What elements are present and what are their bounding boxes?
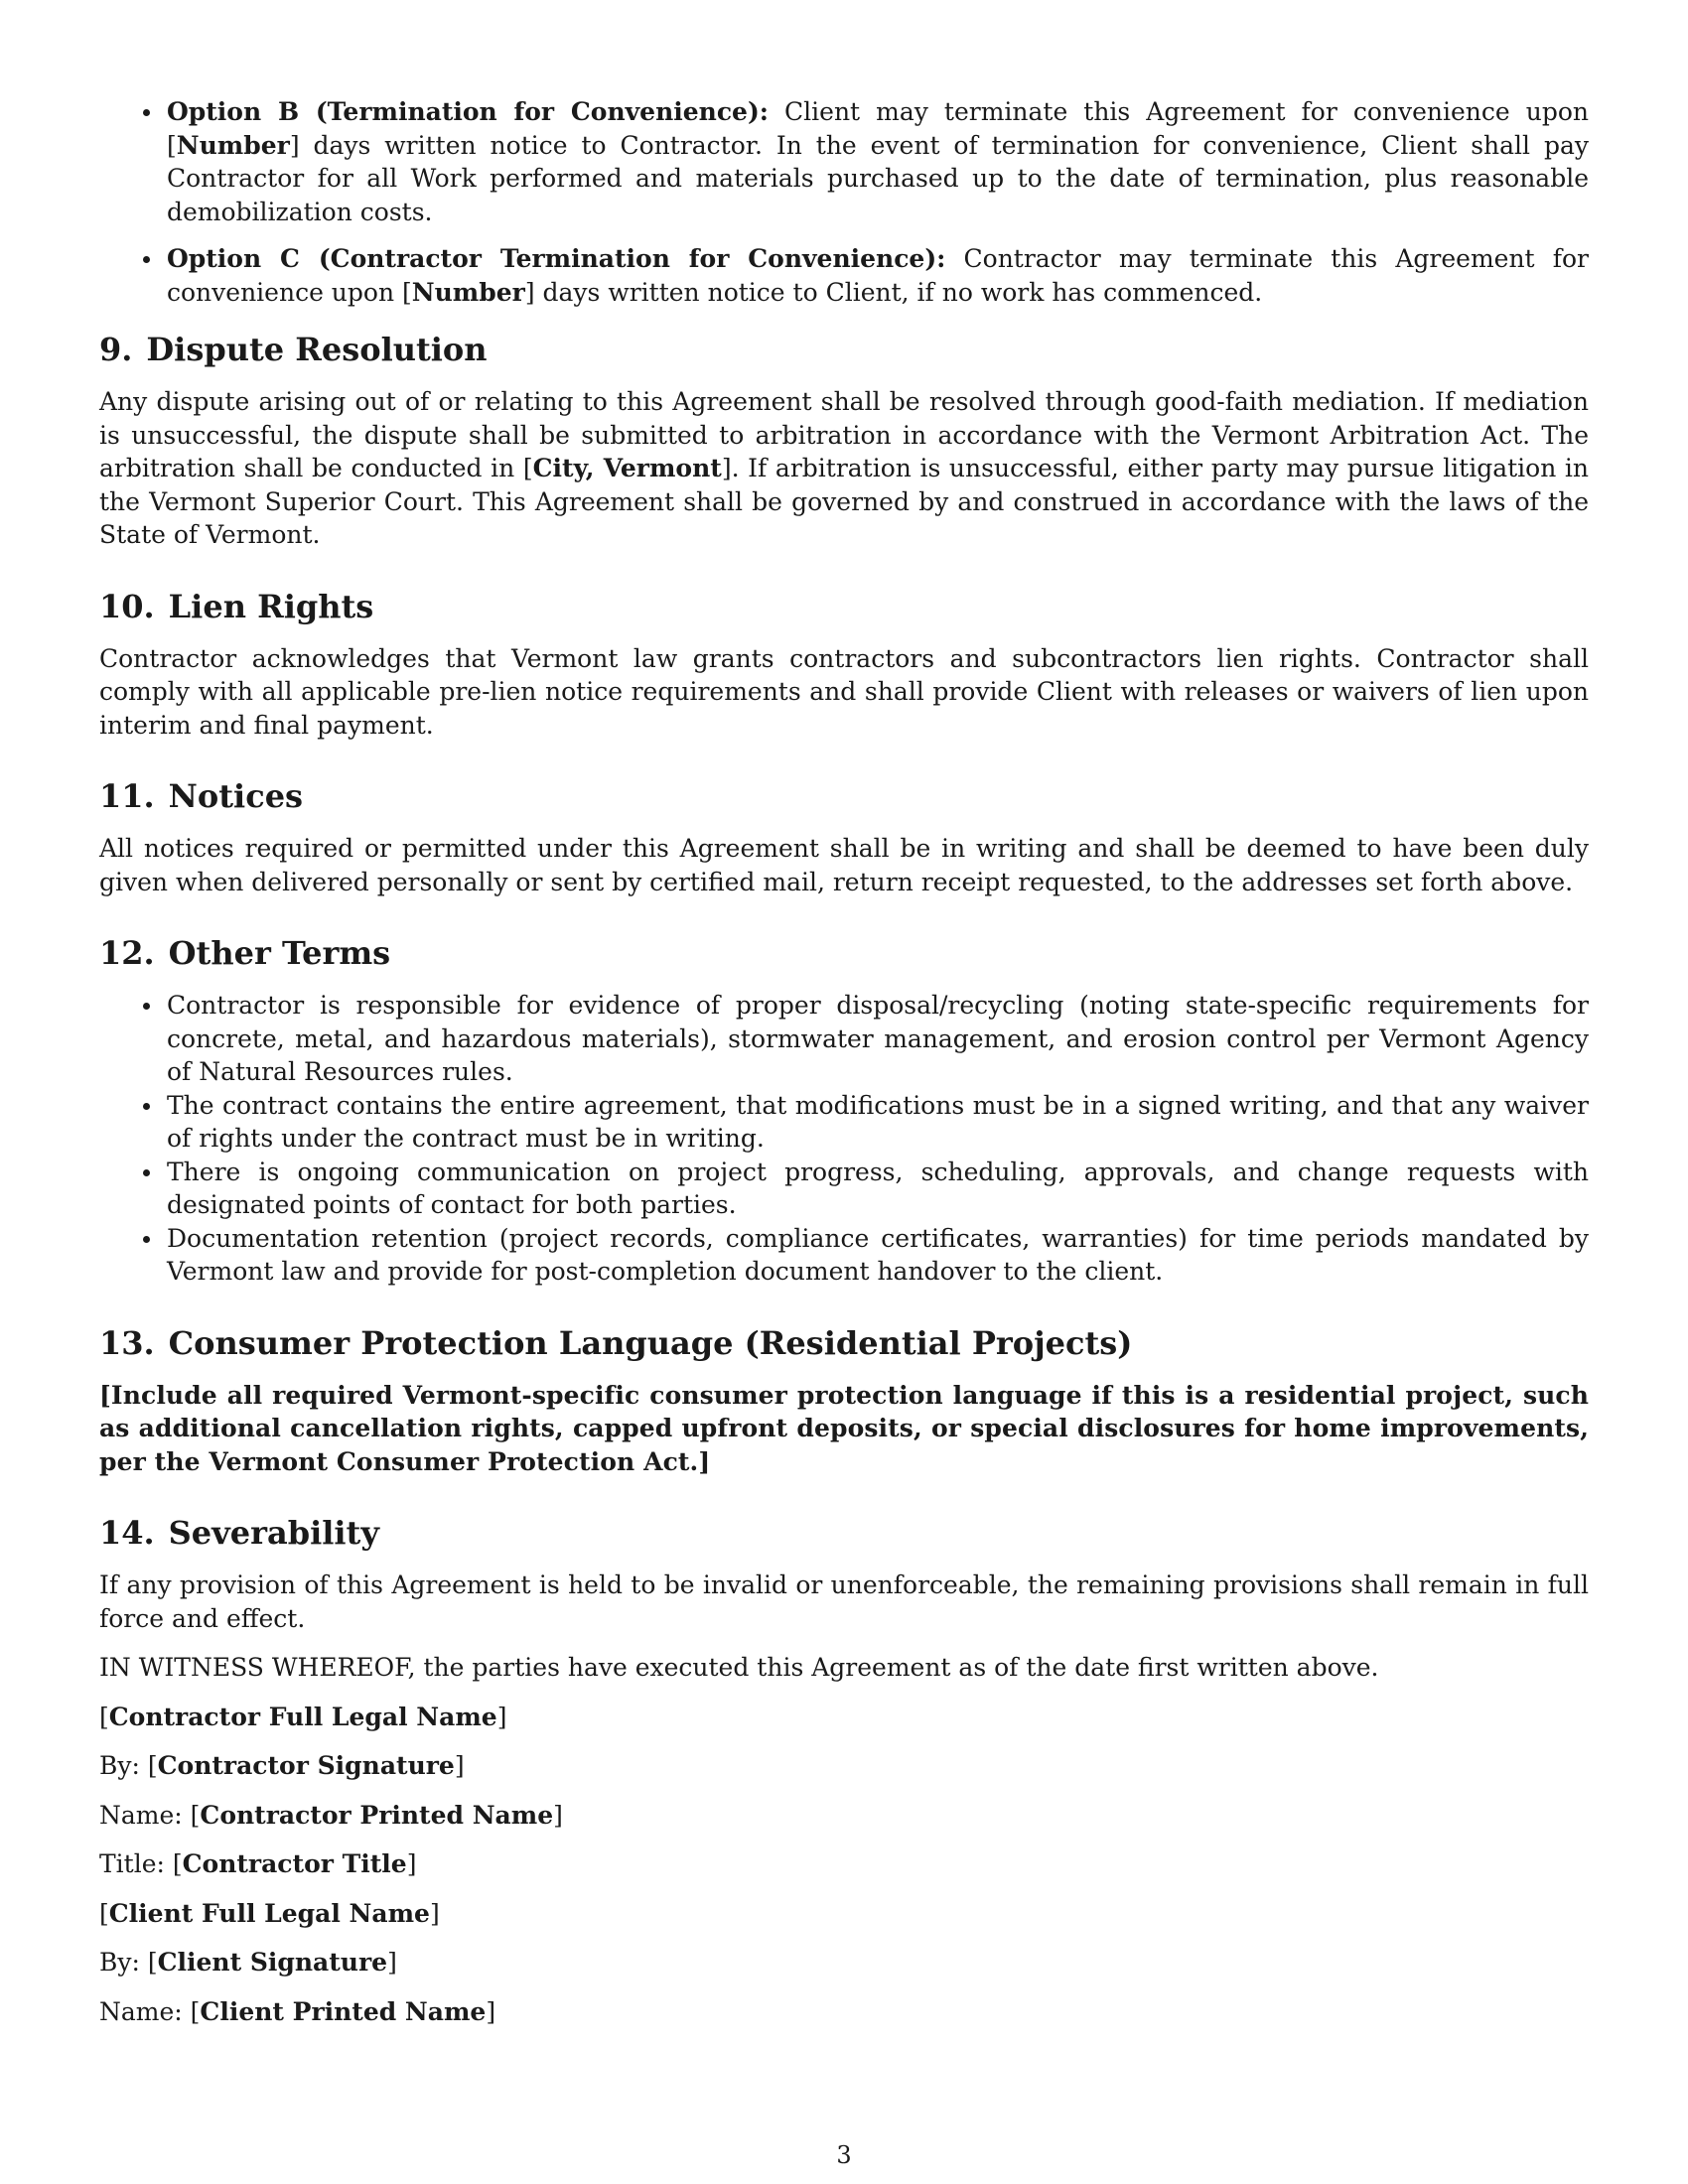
section-heading-notices [99,777,1589,815]
section-number: 10. [99,587,155,625]
option-label: Option B (Termination for Convenience): [167,97,770,126]
contractor-title-line: Title: [Contractor Title] [99,1849,417,1878]
section-body [99,385,1589,552]
contractor-signature-line: By: [Contractor Signature] [99,1751,465,1780]
signature-block [99,1651,1589,2028]
placeholder-text: Contractor Printed Name [200,1800,554,1830]
section-number: 14. [99,1514,155,1552]
placeholder-text: Client Full Legal Name [108,1898,430,1928]
field-label: Name: [99,1996,183,2026]
option-text: ] days written notice to Client, if no work has commenced. [524,277,1263,307]
list-item: Contractor is responsible for evidence of proper disposal/recycling (noting state-specific requirements for concrete, metal, and hazardous materials), stormwater management, and erosion control per Vermont Agency of Natural Resources rules. [167,989,1589,1089]
field-label: By: [99,1751,140,1780]
list-item: The contract contains the entire agreement, that modifications must be in a signed writing, and that any waiver of rights under the contract must be in writing. [167,1089,1589,1156]
section-heading-lien-rights [99,588,1589,625]
option-text: Client may terminate this Agreement for convenience upon [ [167,97,1589,160]
section-number: 11. [99,777,155,815]
witness-statement: IN WITNESS WHEREOF, the parties have executed this Agreement as of the date first written above. [99,1653,1379,1682]
body-text: ]. If arbitration is unsuccessful, either party may pursue litigation in the Vermont Superior Court. This Agreement shall be governed by and construed in accordance with the laws of the State of Vermont. [99,454,1590,549]
contractor-legal-name: [Contractor Full Legal Name] [99,1702,507,1731]
list-item: Documentation retention (project records, compliance certificates, warranties) for time periods mandated by Vermont law and provide for post-completion document handover to the client. [167,1222,1589,1289]
other-terms-list [99,989,1589,1289]
list-item [167,95,1589,228]
placeholder-text: Contractor Full Legal Name [108,1702,497,1731]
field-label: Name: [99,1800,183,1830]
list-item [167,242,1589,309]
document-page [99,95,1589,2044]
field-label: Title: [99,1849,165,1878]
section-heading-other-terms [99,934,1589,972]
section-body: All notices required or permitted under this Agreement shall be in writing and shall be deemed to have been duly given when delivered personally or sent by certified mail, return receipt requested, to the addresses set forth above. [99,834,1589,896]
placeholder-text: Contractor Title [182,1849,407,1878]
section-heading-consumer-protection [99,1324,1589,1362]
placeholder-text: Client Signature [157,1948,388,1977]
placeholder-number: Number [176,130,290,160]
body-text: Any dispute arising out of or relating to this Agreement shall be resolved through good-faith mediation. If mediation is unsuccessful, the dispute shall be submitted to arbitration in accordance with the Vermont Arbitration Act. The arbitration shall be conducted in [ [99,387,1589,482]
client-legal-name: [Client Full Legal Name] [99,1898,440,1928]
option-label: Option C (Contractor Termination for Convenience): [167,244,946,273]
option-text: ] days written notice to Contractor. In the event of termination for convenience, Client shall pay Contractor for all Work performed and materials purchased up to the date of termination, plus reasonable demobilization costs. [167,130,1589,226]
section-title: Lien Rights [168,587,374,625]
placeholder-city: City, Vermont [532,454,722,482]
section-number: 12. [99,934,155,972]
section-body: [Include all required Vermont-specific consumer protection language if this is a residential project, such as additional cancellation rights, capped upfront deposits, or special disclosures for home improvements, per the Vermont Consumer Protection Act.] [99,1380,1589,1476]
section-title: Consumer Protection Language (Residential Projects) [168,1323,1133,1362]
section-title: Severability [168,1514,379,1552]
field-label: By: [99,1948,140,1977]
section-number: 13. [99,1323,155,1362]
section-heading-severability [99,1514,1589,1552]
section-body: If any provision of this Agreement is held to be invalid or unenforceable, the remaining provisions shall remain in full force and effect. [99,1570,1589,1633]
option-text: Contractor may terminate this Agreement for convenience upon [ [167,244,1589,307]
client-signature-line: By: [Client Signature] [99,1948,397,1977]
section-title: Dispute Resolution [146,331,488,368]
client-printed-name-line: Name: [Client Printed Name] [99,1996,496,2026]
placeholder-number: Number [411,277,525,307]
section-heading-dispute-resolution [99,331,1589,368]
section-title: Notices [168,777,304,815]
list-item: There is ongoing communication on project progress, scheduling, approvals, and change requests with designated points of contact for both parties. [167,1156,1589,1222]
section-body: Contractor acknowledges that Vermont law grants contractors and subcontractors lien rights. Contractor shall comply with all applicable pre-lien notice requirements and shall provide Client with releases or waivers of lien upon interim and final payment. [99,643,1589,740]
termination-options-list [99,95,1589,309]
section-title: Other Terms [168,934,391,972]
page-number: 3 [836,2141,852,2169]
section-number: 9. [99,331,133,368]
placeholder-text: Contractor Signature [157,1751,455,1780]
contractor-printed-name-line: Name: [Contractor Printed Name] [99,1800,563,1830]
placeholder-text: Client Printed Name [200,1996,487,2026]
